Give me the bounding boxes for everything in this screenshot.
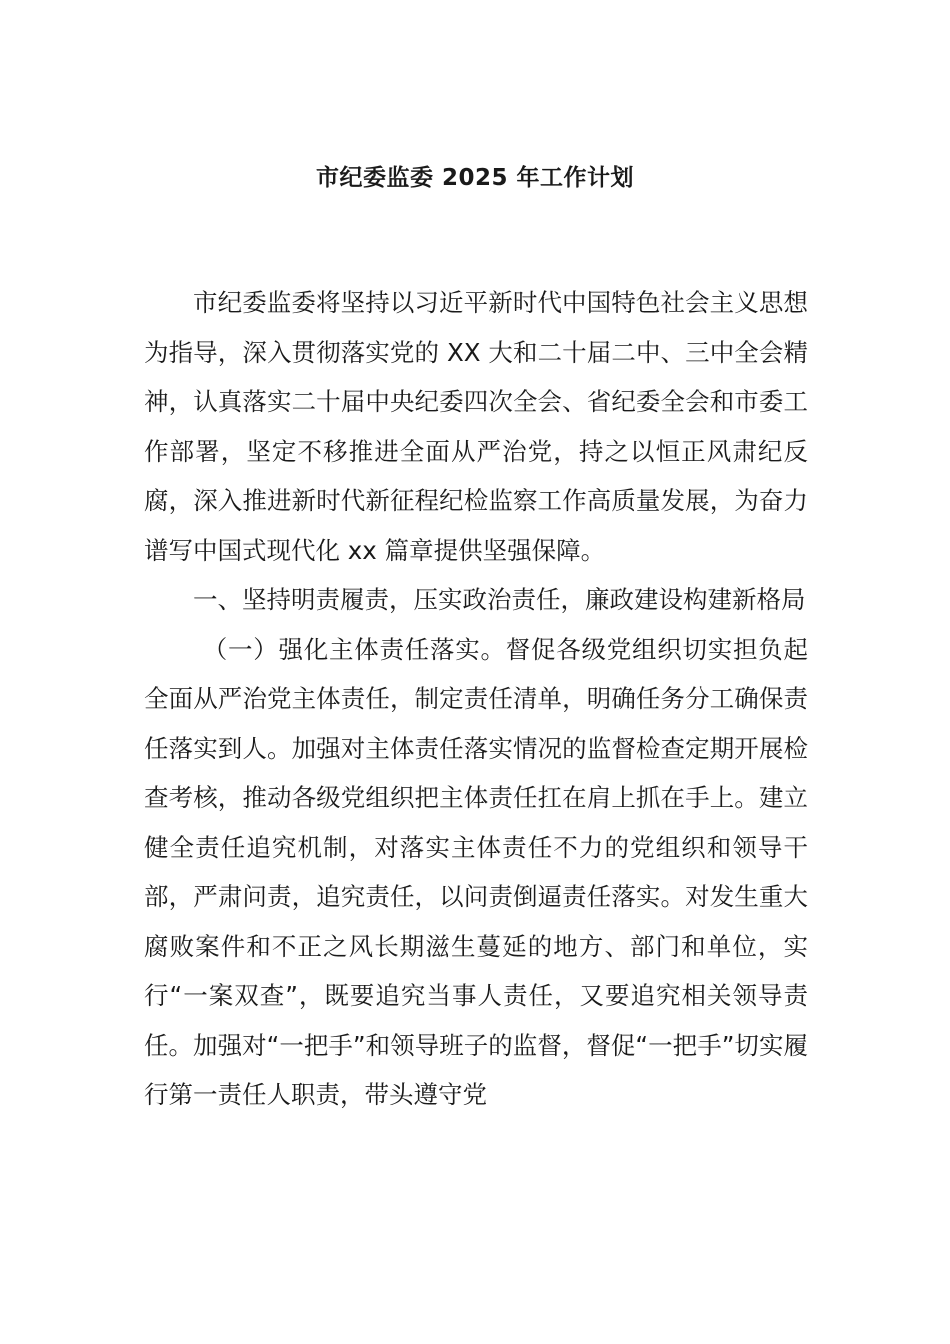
intro-paragraph: 市纪委监委将坚持以习近平新时代中国特色社会主义思想为指导，深入贯彻落实党的 XX 大和二十届二中、三中全会精神，认真落实二十届中央纪委四次全会、省纪委全会和市委工作部署，坚定不移推进全面从严治党，持之以恒正风肃纪反腐，深入推进新时代新征程纪检监察工作高质量发展，为奋力谱写中国式现代化 xx 篇章提供坚强保障。 xyxy=(144,288,808,565)
section-heading: 一、坚持明责履责，压实政治责任，廉政建设构建新格局 xyxy=(193,585,806,614)
document-body xyxy=(144,278,808,1120)
document-title: 市纪委监委 2025 年工作计划 xyxy=(315,165,635,191)
subsection-paragraph: （一）强化主体责任落实。督促各级党组织切实担负起全面从严治党主体责任，制定责任清单，明确任务分工确保责任落实到人。加强对主体责任落实情况的监督检查定期开展检查考核，推动各级党组织把主体责任扛在肩上抓在手上。建立健全责任追究机制，对落实主体责任不力的党组织和领导干部，严肃问责，追究责任，以问责倒逼责任落实。对发生重大腐败案件和不正之风长期滋生蔓延的地方、部门和单位，实行“一案双查”，既要追究当事人责任，又要追究相关领导责任。加强对“一把手”和领导班子的监督，督促“一把手”切实履行第一责任人职责，带头遵守党 xyxy=(144,634,808,1109)
